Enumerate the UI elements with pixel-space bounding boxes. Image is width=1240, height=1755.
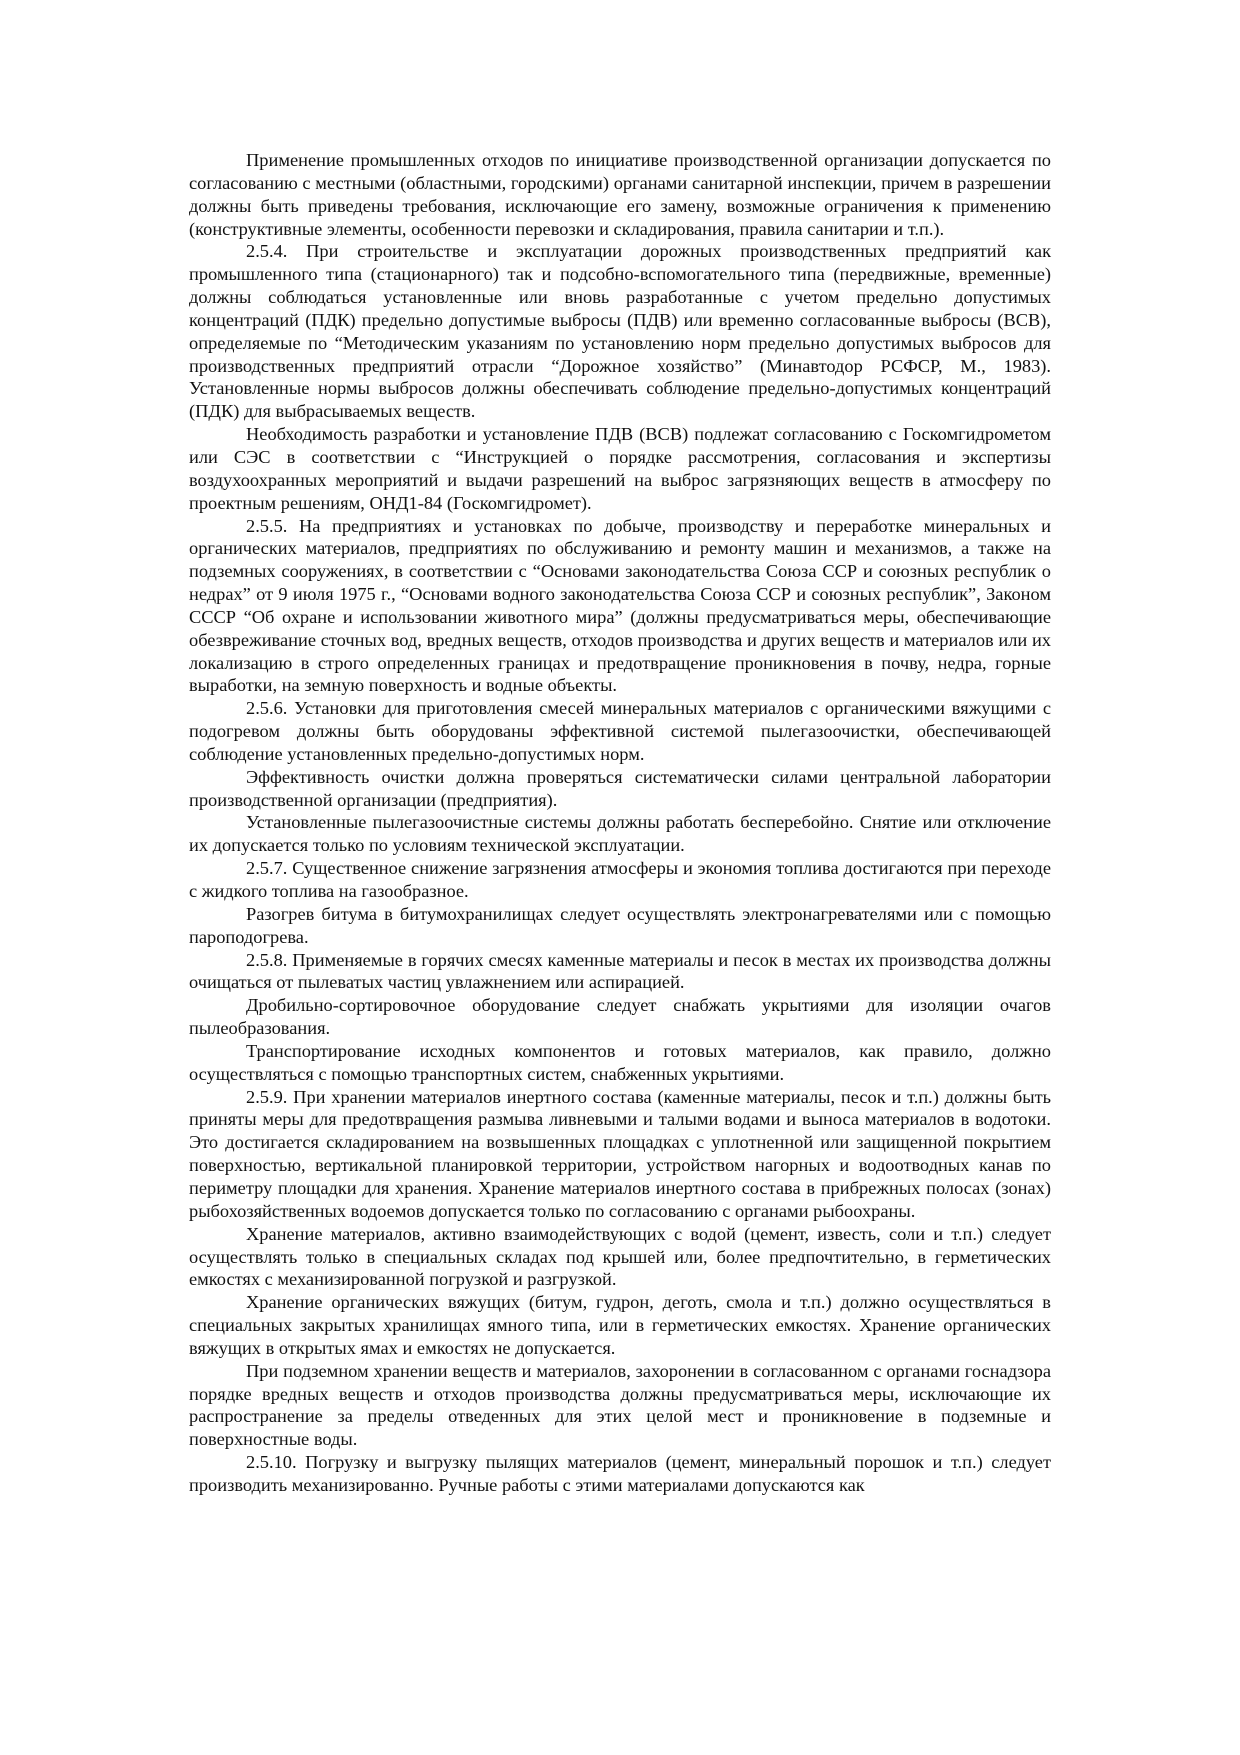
paragraph-bitumen-heating: Разогрев битума в битумохранилищах следует осуществлять электронагревателями или с помощью пароподогрева.: [189, 903, 1051, 947]
paragraph-underground-storage: При подземном хранении веществ и материалов, захоронении в согласованном с органами госнадзора порядке вредных веществ и отходов производства должны предусматриваться меры, исключающие их распространение за пределы отведенных для этих целой мест и проникновение в подземные и поверхностные воды.: [189, 1360, 1051, 1450]
paragraph-industrial-waste-use: Применение промышленных отходов по инициативе производственной организации допускается по согласованию с местными (областными, городскими) органами санитарной инспекции, причем в разрешении должны быть приведены требования, исключающие его замену, возможные ограничения к применению (конструктивные элементы, особенности перевозки и складирования, правила санитарии и т.п.).: [189, 150, 1051, 239]
paragraph-2-5-6: 2.5.6. Установки для приготовления смесей минеральных материалов с органическими вяжущими с подогревом должны быть оборудованы эффективной системой пылегазоочистки, обеспечивающей соблюдение установленных предельно-допустимых норм.: [189, 698, 1051, 764]
paragraph-dust-systems: Установленные пылегазоочистные системы должны работать бесперебойно. Снятие или отключение их допускается только по условиям технической эксплуатации.: [189, 812, 1051, 856]
paragraph-2-5-9: 2.5.9. При хранении материалов инертного состава (каменные материалы, песок и т.п.) должны быть приняты меры для предотвращения размыва ливневыми и талыми водами и выноса материалов в водотоки. Это достигается складированием на возвышенных площадках с уплотненной или защищенной покрытием поверхностью, вертикальной планировкой территории, устройством нагорных и водоотводных канав по периметру площадки для хранения. Хранение материалов инертного состава в прибрежных полосах (зонах) рыбохозяйственных водоемов допускается только по согласованию с органами рыбоохраны.: [189, 1086, 1051, 1221]
paragraph-cleaning-efficiency: Эффективность очистки должна проверяться систематически силами центральной лаборатории производственной организации (предприятия).: [189, 766, 1051, 810]
document-page: [189, 149, 1051, 1497]
paragraph-2-5-5: 2.5.5. На предприятиях и установках по добыче, производству и переработке минеральных и органических материалов, предприятиях по обслуживанию и ремонту машин и механизмов, а также на подземных сооружениях, в соответствии с “Основами законодательства Союза ССР и союзных республик о недрах” от 9 июля 1975 г., “Основами водного законодательства Союза ССР и союзных республик”, Законом СССР “Об охране и использовании животного мира” (должны предусматриваться меры, обеспечивающие обезвреживание сточных вод, вредных веществ, отходов производства и других веществ и материалов или их локализацию в строго определенных границах и предотвращение проникновения в почву, недра, горные выработки, на земную поверхность и водные объекты.: [189, 515, 1051, 696]
paragraph-2-5-8: 2.5.8. Применяемые в горячих смесях каменные материалы и песок в местах их производства должны очищаться от пылеватых частиц увлажнением или аспирацией.: [189, 949, 1051, 993]
paragraph-water-reactive-storage: Хранение материалов, активно взаимодействующих с водой (цемент, известь, соли и т.п.) следует осуществлять только в специальных складах под крышей или, более предпочтительно, в герметических емкостях с механизированной погрузкой и разгрузкой.: [189, 1223, 1051, 1290]
paragraph-transportation: Транспортирование исходных компонентов и готовых материалов, как правило, должно осуществляться с помощью транспортных систем, снабженных укрытиями.: [189, 1040, 1051, 1084]
paragraph-2-5-4: 2.5.4. При строительстве и эксплуатации дорожных производственных предприятий как промышленного типа (стационарного) так и подсобно-вспомогательного типа (передвижные, временные) должны соблюдаться установленные или вновь разработанные с учетом предельно допустимых концентраций (ПДК) предельно допустимые выбросы (ПДВ) или временно согласованные выбросы (ВСВ), определяемые по “Методическим указаниям по установлению норм предельно допустимых выбросов для производственных предприятий отрасли “Дорожное хозяйство” (Минавтодор РСФСР, М., 1983). Установленные нормы выбросов должны обеспечивать соблюдение предельно-допустимых концентраций (ПДК) для выбрасываемых веществ.: [189, 241, 1051, 422]
paragraph-crushing-equipment: Дробильно-сортировочное оборудование следует снабжать укрытиями для изоляции очагов пылеобразования.: [189, 995, 1051, 1039]
paragraph-pdv-approval: Необходимость разработки и установление ПДВ (ВСВ) подлежат согласованию с Госкомгидрометом или СЭС в соответствии с “Инструкцией о порядке рассмотрения, согласования и экспертизы воздухоохранных мероприятий и выдачи разрешений на выброс загрязняющих веществ в атмосферу по проектным решениям, ОНД1-84 (Госкомгидромет).: [189, 424, 1051, 513]
paragraph-2-5-10: 2.5.10. Погрузку и выгрузку пылящих материалов (цемент, минеральный порошок и т.п.) следует производить механизированно. Ручные работы с этими материалами допускаются как: [189, 1452, 1051, 1495]
paragraph-organic-binder-storage: Хранение органических вяжущих (битум, гудрон, деготь, смола и т.п.) должно осуществляться в специальных закрытых хранилищах ямного типа, или в герметических емкостях. Хранение органических вяжущих в открытых ямах и емкостях не допускается.: [189, 1292, 1051, 1358]
paragraph-2-5-7: 2.5.7. Существенное снижение загрязнения атмосферы и экономия топлива достигаются при переходе с жидкого топлива на газообразное.: [189, 858, 1051, 901]
